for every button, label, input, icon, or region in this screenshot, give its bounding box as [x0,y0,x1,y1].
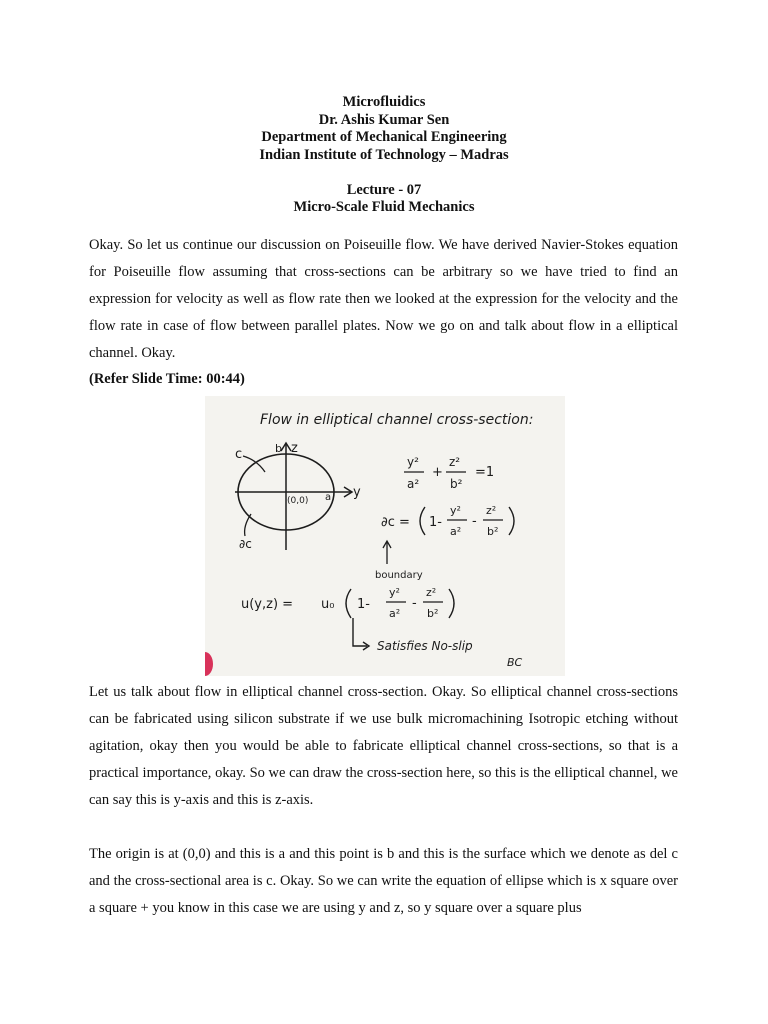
slide-title: Flow in elliptical channel cross-section: [260,412,534,428]
label-dc: ∂c [239,537,252,551]
ellipse-b2: b² [450,477,463,491]
paragraph-2: Let us talk about flow in elliptical channel cross-section. Okay. So elliptical channel cross-sections can be fabricated using silicon substrate if we use bulk micromachining Isotropic etching without agitation, okay then you would be able to fabricate elliptical channel cross-sections, so that is a practical importance, okay. So we can draw the cross-section here, so this is the elliptical channel, we can say this is y-axis and this is z-axis. [89,684,678,808]
label-c: c [235,447,243,462]
boundary-one-minus: 1- [429,515,442,530]
velocity-z2: z² [426,586,437,599]
ellipse-equals-one: =1 [475,465,495,480]
label-origin: (0,0) [287,496,309,506]
slide-drawing [205,396,565,676]
velocity-u0: u₀ [321,597,335,612]
boundary-minus: - [472,514,477,529]
instructor-name: Dr. Ashis Kumar Sen [318,111,450,128]
note-line-2: BC [507,656,523,669]
slide-time-reference: (Refer Slide Time: 00:44) [89,371,245,387]
boundary-label: boundary [375,570,423,581]
velocity-one-minus: 1- [357,597,370,612]
document-header [0,94,768,217]
label-y: y [353,485,361,500]
ellipse-z2: z² [449,455,461,469]
note-arrow [353,618,367,646]
lecture-slide-image [205,396,565,676]
red-marker-shape [205,652,213,676]
label-b: b [275,442,282,455]
lecture-topic: Micro-Scale Fluid Mechanics [293,199,475,215]
institute-name: Indian Institute of Technology – Madras [259,146,509,163]
boundary-y2: y² [450,504,461,517]
ellipse-a2: a² [407,477,420,491]
ellipse-plus: + [432,465,443,480]
department-name: Department of Mechanical Engineering [261,129,507,145]
lecture-number: Lecture - 07 [346,181,422,198]
label-z: z [291,441,298,456]
boundary-a2: a² [450,525,462,538]
velocity-minus: - [412,596,417,611]
velocity-b2: b² [427,607,439,620]
ellipse-y2: y² [407,455,419,469]
paragraph-3: The origin is at (0,0) and this is a and this point is b and this is the surface which we denote as del c and the cross-sectional area is c. Okay. So we can write the equation of ellipse which is x square over a square + you know in this case we are using y and z, so y square over a square plus [89,846,678,916]
velocity-lhs: u(y,z) = [241,597,294,612]
label-a: a [325,492,332,503]
velocity-a2: a² [389,607,401,620]
boundary-lhs: ∂c = [381,515,410,530]
note-line-1: Satisfies No-slip [377,639,473,653]
boundary-z2: z² [486,504,497,517]
course-title: Microfluidics [342,94,426,110]
paragraph-1: Okay. So let us continue our discussion on Poiseuille flow. We have derived Navier-Stokes equation for Poiseuille flow assuming that cross-sections can be arbitrary so we have tried to find an expression for velocity as well as flow rate then we looked at the expression for the velocity and the flow rate in case of flow between parallel plates. Now we go on and talk about flow in a elliptical channel. Okay. [89,237,678,361]
boundary-b2: b² [487,525,499,538]
velocity-y2: y² [389,586,400,599]
